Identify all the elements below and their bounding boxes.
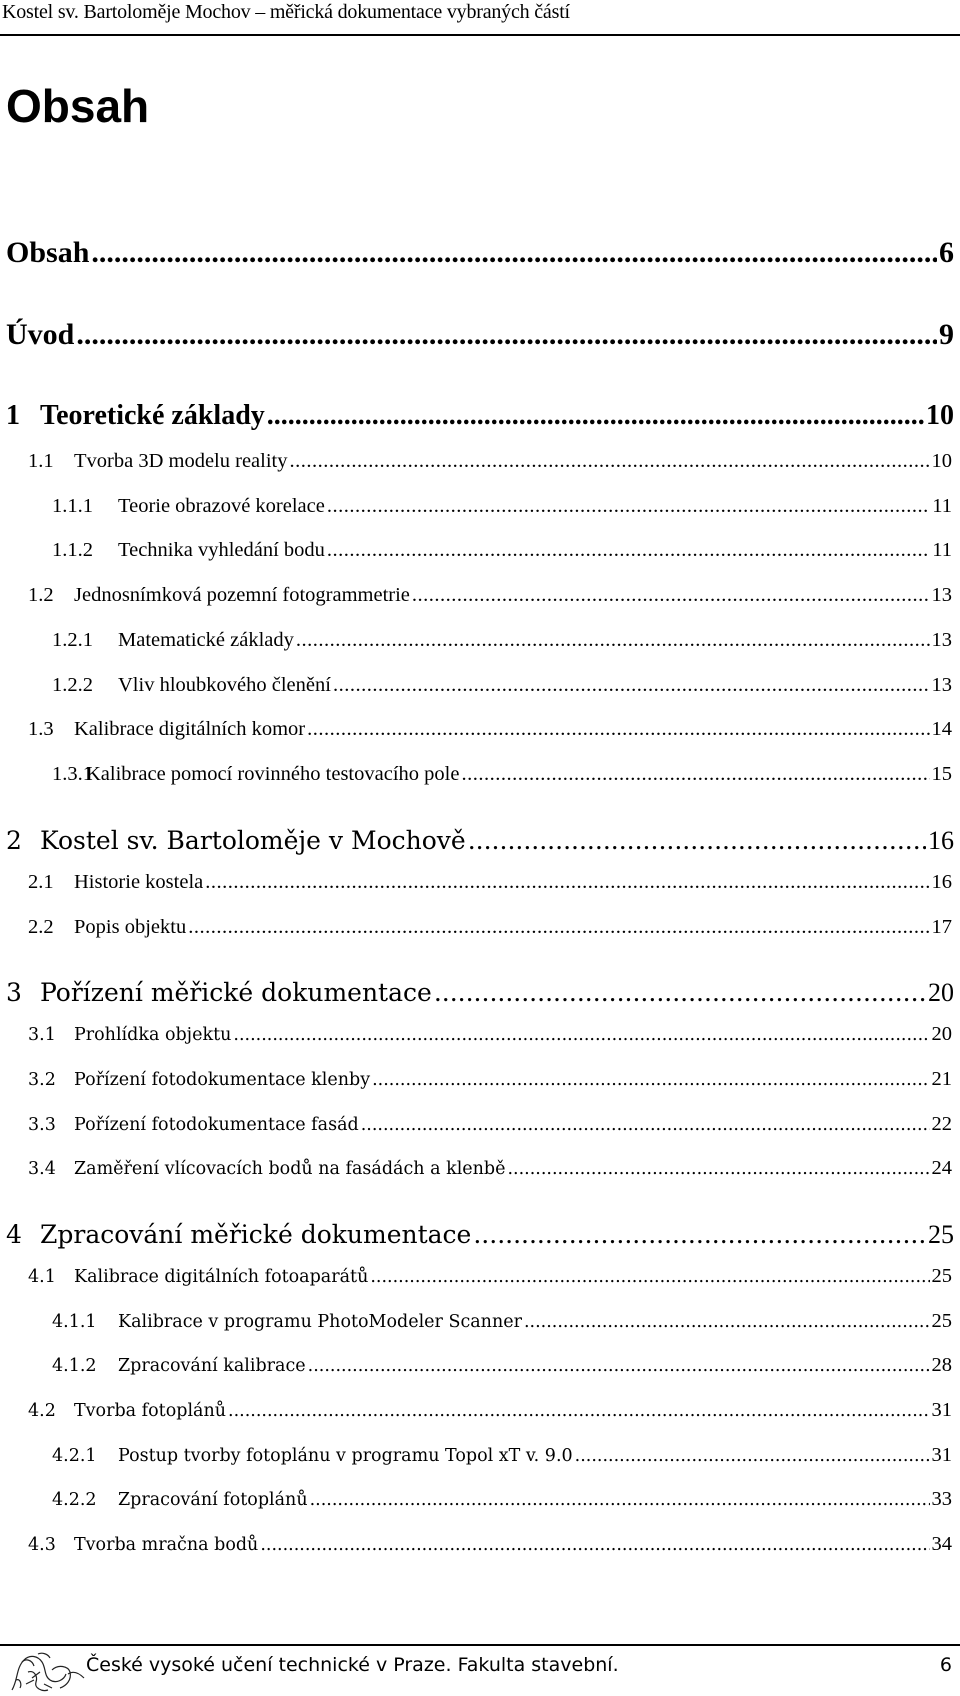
toc-leader-dots	[468, 826, 926, 855]
toc-entry-page: 13	[931, 674, 952, 696]
toc-entry-title: Pořízení fotodokumentace klenby	[74, 1070, 371, 1090]
toc-leader-dots	[434, 978, 926, 1007]
toc-leader-dots	[575, 1446, 930, 1466]
toc-entry-page: 9	[939, 318, 954, 351]
toc-leader-dots	[308, 1356, 930, 1376]
toc-entry-title: Popis objektu	[74, 916, 187, 938]
toc-leader-dots	[412, 584, 930, 607]
toc-entry[interactable]	[52, 1444, 952, 1474]
toc-entry-title: Tvorba 3D modelu reality	[74, 450, 288, 472]
toc-entry-page: 10	[931, 450, 952, 472]
toc-entry-number: 3.4	[28, 1159, 56, 1179]
toc-entry-page: 33	[931, 1488, 952, 1510]
toc-entry-page: 28	[931, 1354, 952, 1376]
toc-entry-page: 20	[928, 978, 954, 1007]
toc-entry-title: Jednosnímková pozemní fotogrammetrie	[74, 584, 410, 606]
toc-entry-title: Tvorba fotoplánů	[74, 1401, 227, 1421]
toc-entry-page: 34	[931, 1533, 952, 1555]
toc-entry-title: Kalibrace digitálních komor	[74, 718, 306, 740]
toc-entry-title: Teoretické základy	[40, 400, 265, 431]
toc-entry[interactable]	[52, 539, 952, 569]
toc-entry[interactable]	[52, 1354, 952, 1384]
toc-entry-number: 4.2.1	[52, 1446, 97, 1466]
toc-entry-title: Kalibrace pomocí rovinného testovacího pole	[86, 763, 460, 785]
toc-entry[interactable]	[28, 1157, 952, 1187]
toc-leader-dots	[233, 1025, 929, 1045]
toc-entry[interactable]	[6, 1220, 954, 1260]
toc-entry-number: 2	[6, 826, 22, 855]
toc-entry-number: 3	[6, 978, 22, 1007]
toc-entry[interactable]	[6, 978, 954, 1018]
toc-entry-title: Matematické základy	[118, 629, 294, 651]
toc-leader-dots	[307, 718, 929, 741]
toc-entry-page: 11	[932, 495, 952, 517]
toc-entry[interactable]	[6, 400, 954, 440]
toc-entry[interactable]	[28, 584, 952, 614]
toc-entry-number: 2.1	[28, 871, 54, 893]
toc-entry-number: 3.1	[28, 1025, 56, 1045]
toc-leader-dots	[188, 916, 929, 939]
toc-entry-number: 4.1.1	[52, 1312, 97, 1332]
toc-entry[interactable]	[28, 1265, 952, 1295]
toc-entry[interactable]	[6, 826, 954, 866]
toc-entry[interactable]	[28, 1023, 952, 1053]
toc-entry-page: 31	[931, 1399, 952, 1421]
footer-page-number: 6	[939, 1654, 952, 1676]
toc-entry-title: Zpracování kalibrace	[118, 1356, 306, 1376]
toc-leader-dots	[310, 1490, 930, 1510]
toc-entry-number: 1	[6, 400, 20, 431]
toc-entry-title: Úvod	[6, 318, 75, 351]
toc-entry-page: 16	[928, 826, 954, 855]
toc-entry-title: Zaměření vlícovacích bodů na fasádách a klenbě	[74, 1159, 506, 1179]
toc-entry-title: Vliv hloubkového členění	[118, 674, 331, 696]
toc-entry-page: 24	[931, 1157, 952, 1179]
toc-entry-number: 4.1.2	[52, 1356, 97, 1376]
toc-leader-dots	[327, 495, 930, 518]
toc-leader-dots	[260, 1535, 929, 1555]
toc-entry-title: Pořízení fotodokumentace fasád	[74, 1115, 359, 1135]
toc-entry-page: 15	[931, 763, 952, 785]
toc-entry-title: Zpracování fotoplánů	[118, 1490, 308, 1510]
toc-leader-dots	[370, 1267, 929, 1287]
toc-entry-number: 3.3	[28, 1115, 56, 1135]
toc-entry-title: Kostel sv. Bartoloměje v Mochově	[40, 826, 466, 855]
toc-entry-page: 25	[931, 1310, 952, 1332]
toc-leader-dots	[361, 1115, 930, 1135]
toc-entry-title: Historie kostela	[74, 871, 204, 893]
toc-entry-number: 1.2	[28, 584, 54, 606]
toc-leader-dots	[296, 629, 930, 652]
toc-entry-number: 4	[6, 1220, 22, 1249]
toc-entry-number: 3.2	[28, 1070, 56, 1090]
toc-entry[interactable]	[28, 450, 952, 480]
toc-entry[interactable]	[6, 236, 954, 276]
toc-entry-number: 1.1.1	[52, 495, 93, 517]
toc-entry-page: 21	[931, 1068, 952, 1090]
page-title: Obsah	[6, 80, 150, 132]
toc-entry-page: 10	[926, 400, 954, 431]
toc-entry[interactable]	[52, 674, 952, 704]
toc-leader-dots	[333, 674, 930, 697]
toc-entry-page: 11	[932, 539, 952, 561]
running-title: Kostel sv. Bartoloměje Mochov – měřická dokumentace vybraných částí	[2, 1, 570, 23]
toc-leader-dots	[327, 539, 930, 562]
toc-leader-dots	[473, 1220, 926, 1249]
toc-entry-title: Tvorba mračna bodů	[74, 1535, 259, 1555]
toc-entry-page: 6	[939, 236, 954, 269]
toc-entry-page: 17	[931, 916, 952, 938]
toc-entry[interactable]	[52, 629, 952, 659]
toc-entry[interactable]	[28, 1399, 952, 1429]
toc-entry[interactable]	[6, 318, 954, 358]
toc-entry-number: 4.2	[28, 1401, 56, 1421]
toc-entry-title: Pořízení měřické dokumentace	[40, 978, 432, 1007]
toc-leader-dots	[228, 1401, 929, 1421]
toc-entry-page: 14	[931, 718, 952, 740]
footer-rule	[0, 1644, 960, 1646]
toc-leader-dots	[267, 400, 924, 432]
toc-entry-title: Obsah	[6, 236, 90, 269]
toc-entry[interactable]	[28, 1533, 952, 1563]
toc-entry[interactable]	[52, 1488, 952, 1518]
toc-entry-title: Kalibrace v programu PhotoModeler Scanner	[118, 1312, 522, 1332]
toc-entry-number: 2.2	[28, 916, 54, 938]
toc-entry-number: 1.3	[28, 718, 54, 740]
toc-leader-dots	[524, 1312, 930, 1332]
ctu-lion-logo-icon	[8, 1650, 90, 1694]
toc-entry-page: 16	[931, 871, 952, 893]
toc-entry[interactable]	[52, 1310, 952, 1340]
toc-entry-title: Postup tvorby fotoplánu v programu Topol xT v. 9.0	[118, 1446, 573, 1466]
toc-leader-dots	[507, 1159, 929, 1179]
toc-entry[interactable]	[28, 1113, 952, 1143]
toc-entry[interactable]	[52, 763, 952, 793]
toc-entry-page: 22	[931, 1113, 952, 1135]
toc-entry-title: Teorie obrazové korelace	[118, 495, 325, 517]
footer-institution: České vysoké učení technické v Praze. Fakulta stavební.	[86, 1654, 619, 1676]
toc-entry-number: 4.2.2	[52, 1490, 97, 1510]
toc-leader-dots	[91, 236, 937, 270]
toc-entry[interactable]	[28, 916, 952, 946]
toc-entry-page: 13	[931, 584, 952, 606]
toc-entry-number: 1.2.1	[52, 629, 93, 651]
toc-leader-dots	[289, 450, 929, 473]
toc-entry-number: 4.1	[28, 1267, 56, 1287]
toc-leader-dots	[76, 318, 937, 352]
toc-leader-dots	[205, 871, 929, 894]
toc-entry[interactable]	[52, 495, 952, 525]
toc-entry-number: 1.3.1	[52, 763, 93, 785]
toc-entry[interactable]	[28, 718, 952, 748]
page-footer	[0, 1644, 960, 1696]
toc-leader-dots	[372, 1070, 929, 1090]
toc-entry[interactable]	[28, 1068, 952, 1098]
toc-entry-title: Prohlídka objektu	[74, 1025, 232, 1045]
toc-entry-number: 1.1	[28, 450, 54, 472]
toc-entry-title: Zpracování měřické dokumentace	[40, 1220, 472, 1249]
toc-entry-page: 31	[931, 1444, 952, 1466]
toc-entry-page: 25	[928, 1220, 954, 1249]
toc-entry-number: 4.3	[28, 1535, 56, 1555]
toc-entry-title: Technika vyhledání bodu	[118, 539, 325, 561]
toc-entry-title: Kalibrace digitálních fotoaparátů	[74, 1267, 369, 1287]
toc-entry[interactable]	[28, 871, 952, 901]
toc-leader-dots	[461, 763, 929, 786]
toc-entry-number: 1.2.2	[52, 674, 93, 696]
toc-entry-page: 20	[931, 1023, 952, 1045]
toc-entry-page: 25	[931, 1265, 952, 1287]
toc-entry-number: 1.1.2	[52, 539, 93, 561]
toc-entry-page: 13	[931, 629, 952, 651]
